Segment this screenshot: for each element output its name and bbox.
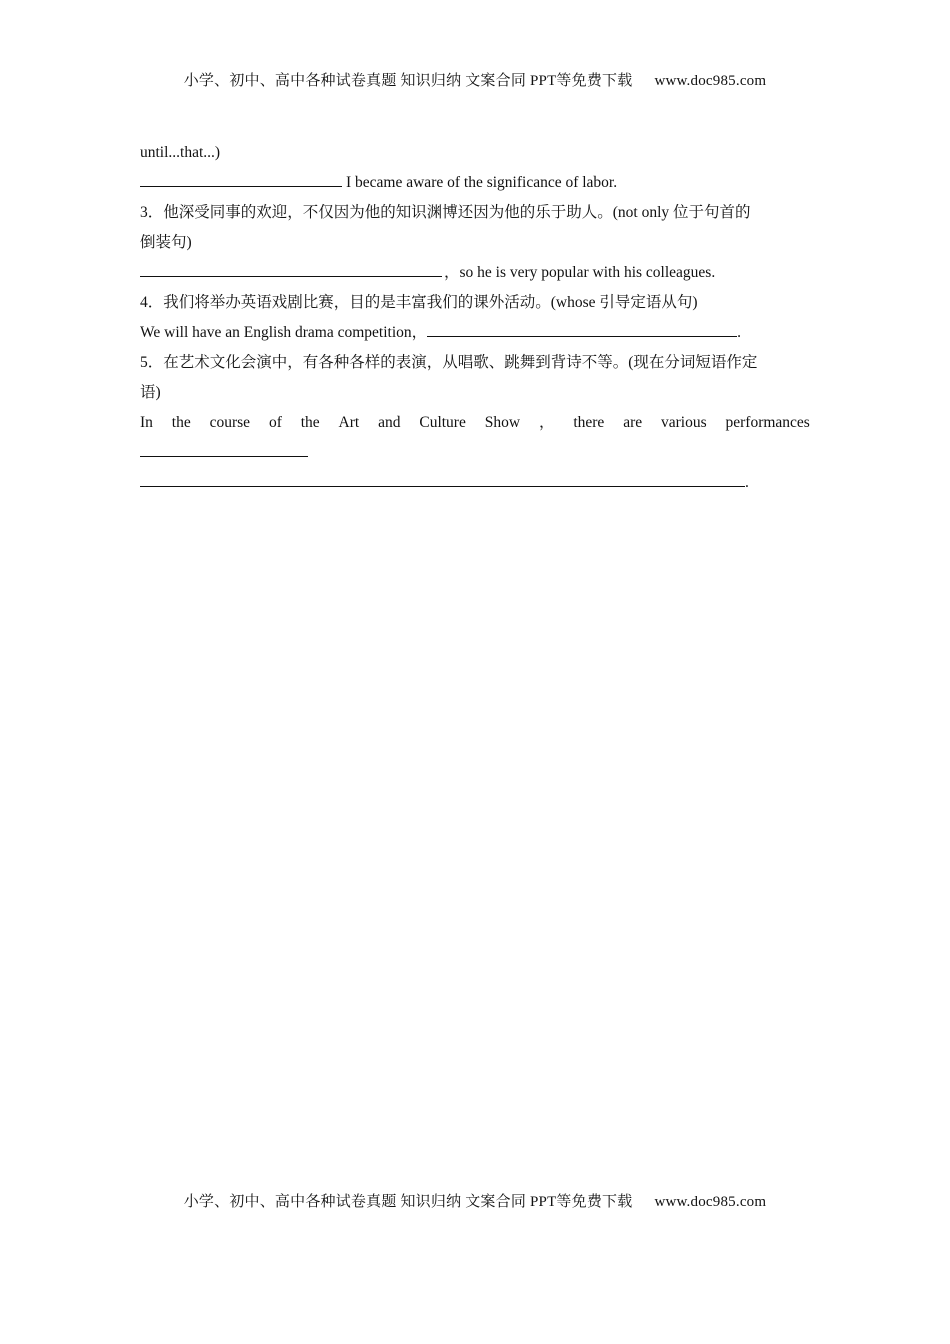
answer-blank[interactable] [140,171,342,187]
item4-answer-head: We will have an English drama competition， [140,324,428,341]
footer-site: www.doc985.com [654,1194,767,1210]
item5-prompt-line [140,351,810,381]
item4-prompt: 4．我们将举办英语戏剧比赛，目的是丰富我们的课外活动。(whose 引导定语从句) [140,294,698,311]
item4-answer-line [140,321,810,351]
item3-answer-tail: ，so he is very popular with his colleagues. [444,264,716,281]
item5-word: various [660,414,707,431]
item5-word: of [268,414,282,431]
item4-answer-end: . [737,324,742,341]
item3-prompt-line-2 [140,231,810,261]
item2-tail: until...that...) [140,144,221,161]
item4-prompt-line [140,291,810,321]
header-text: 小学、初中、高中各种试卷真题 知识归纳 文案合同 PPT等免费下载 [183,73,633,89]
item5-word: Culture [419,414,466,431]
item5-blank-line [140,441,810,471]
item3-prompt: 3．他深受同事的欢迎，不仅因为他的知识渊博还因为他的乐于助人。(not only 位于句首的 [140,204,751,221]
item2-answer-tail: I became aware of the significance of labor. [346,174,618,191]
answer-blank[interactable] [140,441,308,457]
item3-answer-line [140,261,810,291]
item5-answer-end: . [745,474,749,491]
page-header [0,69,950,90]
item5-blank-line-2 [140,471,810,501]
item5-prompt-line-2 [140,381,810,411]
footer-text: 小学、初中、高中各种试卷真题 知识归纳 文案合同 PPT等免费下载 [183,1194,633,1210]
item5-word: and [378,414,401,431]
item5-prompt: 5．在艺术文化会演中，有各种各样的表演，从唱歌、跳舞到背诗不等。(现在分词短语作定 [140,354,758,371]
item5-word: In [140,414,153,431]
page-footer [0,1190,950,1211]
item5-answer-line [140,411,810,441]
item5-word: the [300,414,320,431]
item5-word: course [209,414,251,431]
exercise-content [140,141,810,501]
item2-answer-line [140,171,810,201]
answer-blank[interactable] [140,261,442,277]
answer-blank[interactable] [427,321,737,337]
item5-word: the [171,414,191,431]
header-site: www.doc985.com [654,73,767,89]
item3-prompt-cont: 倒装句) [140,234,192,251]
item5-word: Show [484,414,521,431]
item5-prompt-cont: 语) [140,384,161,401]
item5-word: Art [338,414,360,431]
item5-word: performances [725,414,810,431]
item5-word: there [573,414,605,431]
item2-tail-line [140,141,810,171]
item3-prompt-line [140,201,810,231]
answer-blank[interactable] [140,471,745,487]
item5-word: ， [538,414,555,431]
item5-word: are [623,414,643,431]
